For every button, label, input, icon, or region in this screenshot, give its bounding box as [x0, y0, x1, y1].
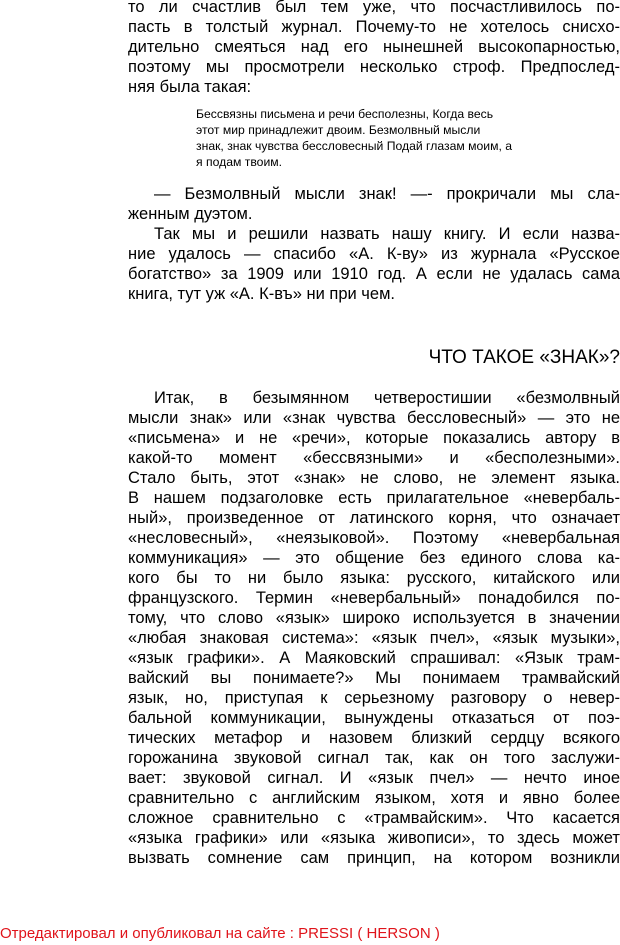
- text-line: Так мы и решили назвать нашу книгу. И если назва-: [154, 225, 620, 243]
- text-line: мысли знак» или «знак чувства бессловесный» — это не: [128, 409, 620, 427]
- publisher-footer: Отредактировал и опубликовал на сайте : PRESSI ( HERSON ): [0, 925, 440, 942]
- poem-line: этот мир принадлежит двоим. Безмолвный мысли: [196, 123, 481, 137]
- text-line: какой-то момент «бессвязными» и «бесполезными».: [128, 449, 620, 467]
- text-line: книга, тут уж «А. К-въ» ни при чем.: [128, 285, 396, 303]
- poem-line: Бессвязны письмена и речи бесполезны, Когда весь: [196, 107, 494, 121]
- text-line: ный», произведенное от латинского корня, что означает: [128, 509, 620, 527]
- text-line: «любая знаковая система»: «язык пчел», «язык музыки»,: [128, 629, 620, 647]
- text-line: богатство» за 1909 или 1910 год. А если не удалась сама: [128, 265, 620, 283]
- text-line: то ли счастлив был тем уже, что посчастливилось по-: [128, 0, 620, 16]
- text-line: коммуникация» — это общение без единого слова ка-: [128, 549, 620, 567]
- text-line: В нашем подзаголовке есть прилагательное «невербаль-: [128, 489, 620, 507]
- text-line: вайский вы понимаете?» Мы понимаем трамвайский: [128, 669, 620, 687]
- text-line: женным дуэтом.: [128, 205, 253, 223]
- poem-line: знак, знак чувства бессловесный Подай глазам моим, а: [196, 139, 513, 153]
- text-line: язык, но, приступая к серьезному разговору о невер-: [128, 689, 620, 707]
- text-line: сложное сравнительно с «трамвайским». Что касается: [128, 809, 620, 827]
- poem-line: я подам твоим.: [196, 155, 283, 169]
- text-line: Итак, в безымянном четверостишии «безмолвный: [154, 389, 620, 407]
- text-line: тических метафор и назовем близкий сердцу всякого: [128, 729, 620, 747]
- text-line: кого бы то ни было языка: русского, китайского или: [128, 569, 620, 587]
- text-line: «письмена» и не «речи», которые показались автору в: [128, 429, 620, 447]
- text-line: няя была такая:: [128, 78, 252, 96]
- text-line: «несловесный», «неязыковой». Поэтому «невербальная: [128, 529, 620, 547]
- text-line: сравнительно с английским языком, хотя и явно более: [128, 789, 620, 807]
- text-line: ние удалось — спасибо «А. К-ву» из журнала «Русское: [128, 245, 620, 263]
- text-line: пасть в толстый журнал. Почему-то не хотелось снисхо-: [128, 18, 620, 36]
- text-line: вает: звуковой сигнал. И «язык пчел» — нечто иное: [128, 769, 620, 787]
- text-line: тому, что слово «язык» широко используется в значении: [128, 609, 620, 627]
- text-line: горожанина звуковой сигнал так, как он того заслужи-: [128, 749, 620, 767]
- section-heading: ЧТО ТАКОЕ «ЗНАК»?: [428, 347, 620, 368]
- text-line: бальной коммуникации, вынуждены отказаться от поэ-: [128, 709, 620, 727]
- text-line: поэтому мы просмотрели несколько строф. Предпослед-: [128, 58, 620, 76]
- text-line: «язык графики». А Маяковский спрашивал: «Язык трам-: [128, 649, 620, 667]
- text-line: французского. Термин «невербальный» понадобился по-: [128, 589, 620, 607]
- text-line: Стало быть, этот «знак» не слово, не элемент языка.: [128, 469, 620, 487]
- text-line: вызвать сомнение сам принцип, на котором возникли: [128, 849, 620, 867]
- text-line: «языка графики» или «языка живописи», то здесь может: [128, 829, 620, 847]
- text-line: дительно смеяться над его нынешней высокопарностью,: [128, 38, 620, 56]
- text-line: — Безмолвный мысли знак! —- прокричали мы сла-: [154, 185, 620, 203]
